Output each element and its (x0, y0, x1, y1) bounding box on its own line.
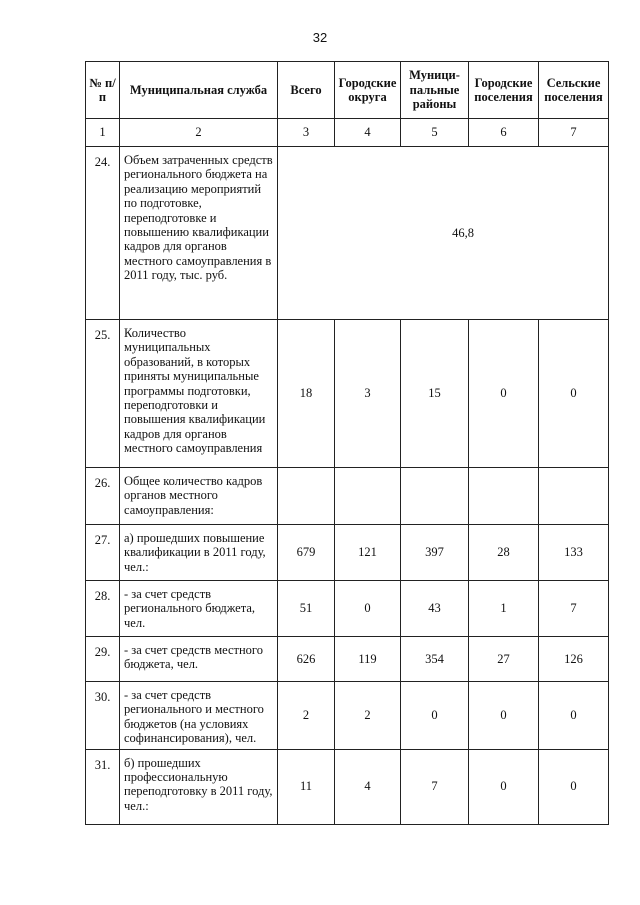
row-number: 29. (86, 637, 120, 682)
statistics-table (85, 61, 609, 825)
header-municipal-regions: Муници-пальные районы (401, 62, 469, 119)
value-total: 679 (278, 525, 335, 581)
value-urban-settlements: 0 (469, 749, 539, 824)
value-urban-districts: 4 (335, 749, 401, 824)
column-index-row (86, 119, 609, 147)
table-row (86, 320, 609, 468)
merged-value-cell: 46,8 (278, 147, 609, 320)
header-row (86, 62, 609, 119)
value-total: 51 (278, 581, 335, 637)
row-label: - за счет средств местного бюджета, чел. (120, 637, 278, 682)
value-rural-settlements: 0 (539, 749, 609, 824)
value-rural-settlements: 0 (539, 320, 609, 468)
value-urban-districts: 0 (335, 581, 401, 637)
column-index: 4 (335, 119, 401, 147)
value-urban-settlements: 28 (469, 525, 539, 581)
row-number: 24. (86, 147, 120, 320)
column-index: 1 (86, 119, 120, 147)
value-urban-districts: 119 (335, 637, 401, 682)
row-number: 27. (86, 525, 120, 581)
value-urban-districts: 2 (335, 682, 401, 750)
row-label: - за счет средств регионального бюджета, чел. (120, 581, 278, 637)
column-index: 7 (539, 119, 609, 147)
value-municipal-regions: 7 (401, 749, 469, 824)
value-total (278, 468, 335, 525)
column-index: 6 (469, 119, 539, 147)
header-num: № п/п (86, 62, 120, 119)
table-row (86, 147, 609, 320)
header-urban-settlements: Городские поселения (469, 62, 539, 119)
value-rural-settlements: 133 (539, 525, 609, 581)
column-index: 2 (120, 119, 278, 147)
value-total: 2 (278, 682, 335, 750)
table-row (86, 581, 609, 637)
row-label: Общее количество кадров органов местного самоуправления: (120, 468, 278, 525)
header-total: Всего (278, 62, 335, 119)
table-row (86, 749, 609, 824)
value-municipal-regions: 354 (401, 637, 469, 682)
table-row (86, 468, 609, 525)
value-total: 11 (278, 749, 335, 824)
row-number: 31. (86, 749, 120, 824)
row-label: - за счет средств регионального и местного бюджетов (на условиях софинансирования), чел. (120, 682, 278, 750)
value-rural-settlements: 7 (539, 581, 609, 637)
value-urban-districts: 121 (335, 525, 401, 581)
value-municipal-regions: 43 (401, 581, 469, 637)
header-urban-districts: Городские округа (335, 62, 401, 119)
value-total: 626 (278, 637, 335, 682)
value-rural-settlements: 126 (539, 637, 609, 682)
row-number: 26. (86, 468, 120, 525)
table-row (86, 525, 609, 581)
value-municipal-regions (401, 468, 469, 525)
value-urban-districts (335, 468, 401, 525)
value-urban-settlements: 1 (469, 581, 539, 637)
table-row (86, 637, 609, 682)
value-rural-settlements: 0 (539, 682, 609, 750)
column-index: 5 (401, 119, 469, 147)
value-urban-settlements: 27 (469, 637, 539, 682)
value-municipal-regions: 15 (401, 320, 469, 468)
value-urban-settlements: 0 (469, 320, 539, 468)
row-label: а) прошедших повышение квалификации в 2011 году, чел.: (120, 525, 278, 581)
header-rural-settlements: Сельские поселения (539, 62, 609, 119)
page-number: 32 (312, 30, 328, 45)
row-number: 28. (86, 581, 120, 637)
table-row (86, 682, 609, 750)
value-urban-settlements (469, 468, 539, 525)
row-label: б) прошедших профессиональную переподготовку в 2011 году, чел.: (120, 749, 278, 824)
value-total: 18 (278, 320, 335, 468)
row-number: 30. (86, 682, 120, 750)
column-index: 3 (278, 119, 335, 147)
row-label: Объем затраченных средств регионального бюджета на реализацию мероприятий по подготовке, переподготовке и повышению квалификации кадров для органов местного самоуправления в 2011 году, тыс. руб. (120, 147, 278, 320)
row-label: Количество муниципальных образований, в которых приняты муниципальные программы подготовки, переподготовки и повышения квалификации кадров для органов местного самоуправления (120, 320, 278, 468)
value-rural-settlements (539, 468, 609, 525)
row-number: 25. (86, 320, 120, 468)
value-municipal-regions: 397 (401, 525, 469, 581)
header-service: Муниципальная служба (120, 62, 278, 119)
value-urban-districts: 3 (335, 320, 401, 468)
value-municipal-regions: 0 (401, 682, 469, 750)
value-urban-settlements: 0 (469, 682, 539, 750)
